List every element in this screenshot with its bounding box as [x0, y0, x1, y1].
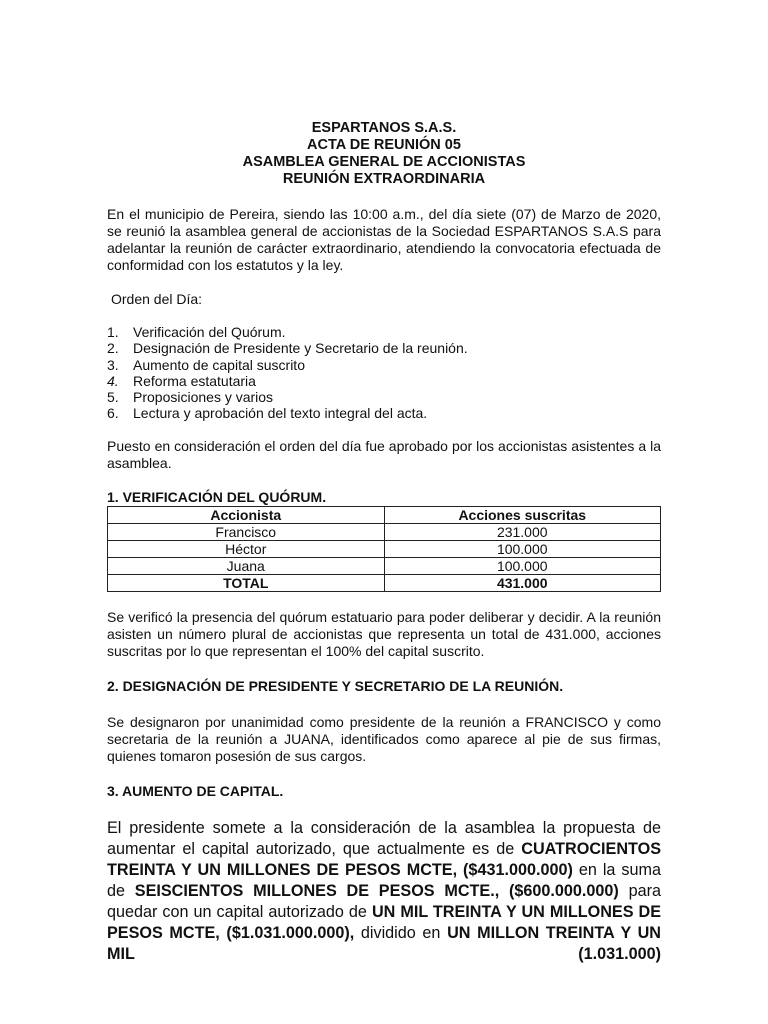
table-row	[108, 557, 661, 574]
shares-cell: 100.000	[384, 540, 661, 557]
agenda-number: 6.	[107, 405, 119, 422]
intro-paragraph: En el municipio de Pereira, siendo las 10:00 a.m., del día siete (07) de Marzo de 2020, se reunió la asamblea general de accionistas de la Sociedad ESPARTANOS S.A.S para adelantar la reunión de carácter extraordinario, atendiendo la convocatoria efectuada de conformidad con los estatutos y la ley.	[107, 206, 661, 273]
column-header-shareholder: Accionista	[108, 506, 385, 523]
shares-cell: 231.000	[384, 523, 661, 540]
list-item	[107, 357, 661, 373]
shares-cell: 100.000	[384, 557, 661, 574]
agenda-text: Reforma estatutaria	[133, 372, 256, 389]
table-row	[108, 523, 661, 540]
agenda-text: Proposiciones y varios	[133, 389, 274, 406]
capital-bold-amount: SEISCIENTOS MILLONES DE PESOS MCTE., ($600.000.000)	[134, 881, 619, 900]
capital-bold-amount: CUATROCIENTOS TREINTA Y UN MILLONES DE PESOS MCTE, ($431.000.000)	[107, 839, 661, 879]
total-label-cell: TOTAL	[108, 574, 385, 591]
quorum-table	[107, 506, 661, 592]
company-name: ESPARTANOS S.A.S.	[311, 120, 457, 136]
assembly-title: ASAMBLEA GENERAL DE ACCIONISTAS	[242, 154, 526, 170]
capital-text: en la suma de	[107, 860, 661, 900]
list-item	[107, 405, 661, 421]
acta-title: ACTA DE REUNIÓN 05	[307, 137, 461, 153]
agenda-number: 2.	[107, 340, 119, 357]
meeting-type: REUNIÓN EXTRAORDINARIA	[282, 171, 486, 187]
capital-paragraph	[107, 818, 661, 965]
agenda-number: 4.	[107, 372, 119, 389]
list-item	[107, 389, 661, 405]
agenda-text: Lectura y aprobación del texto integral del acta.	[133, 405, 428, 422]
approval-paragraph: Puesto en consideración el orden del día fue aprobado por los accionistas asistentes a la asamblea.	[107, 437, 661, 471]
table-header-row	[108, 506, 661, 523]
quorum-paragraph: Se verificó la presencia del quórum estatuario para poder deliberar y decidir. A la reunión asisten un número plural de accionistas que representa un total de 431.000, acciones suscritas por lo que representan el 100% del capital suscrito.	[107, 608, 661, 659]
agenda-number: 5.	[107, 389, 119, 406]
capital-text: dividido en	[354, 923, 448, 942]
capital-text: El presidente somete a la consideración de la asamblea la propuesta de aumentar el capital autorizado, que actualmente es de	[107, 818, 661, 858]
table-total-row	[108, 574, 661, 591]
designation-paragraph: Se designaron por unanimidad como presidente de la reunión a FRANCISCO y como secretaria de la reunión a JUANA, identificados como aparece al pie de sus firmas, quienes tomaron posesión de sus cargos.	[107, 713, 661, 764]
column-header-shares: Acciones suscritas	[384, 506, 661, 523]
agenda-number: 3.	[107, 356, 119, 373]
total-value-cell: 431.000	[384, 574, 661, 591]
capital-bold-amount: UN MILLON TREINTA Y UN MIL (1.031.000)	[107, 923, 661, 963]
shareholder-cell: Francisco	[108, 523, 385, 540]
shareholder-cell: Juana	[108, 557, 385, 574]
capital-text: para quedar con un capital autorizado de	[107, 881, 661, 921]
agenda-text: Verificación del Quórum.	[133, 324, 286, 340]
list-item	[107, 340, 661, 356]
list-item	[107, 373, 661, 389]
section-1-heading: 1. VERIFICACIÓN DEL QUÓRUM.	[107, 488, 327, 505]
shareholder-cell: Héctor	[108, 540, 385, 557]
agenda-text: Designación de Presidente y Secretario de la reunión.	[133, 340, 468, 357]
capital-bold-amount: UN MIL TREINTA Y UN MILLONES DE PESOS MCTE, ($1.031.000.000),	[107, 902, 661, 942]
section-2-heading: 2. DESIGNACIÓN DE PRESIDENTE Y SECRETARIO DE LA REUNIÓN.	[107, 677, 564, 694]
agenda-label: Orden del Día:	[111, 291, 203, 307]
list-item	[107, 324, 661, 340]
agenda-list	[107, 324, 661, 422]
table-row	[108, 540, 661, 557]
agenda-number: 1.	[107, 324, 119, 340]
document-page	[107, 120, 661, 965]
agenda-text: Aumento de capital suscrito	[133, 356, 305, 373]
section-3-heading: 3. AUMENTO DE CAPITAL.	[107, 782, 284, 799]
